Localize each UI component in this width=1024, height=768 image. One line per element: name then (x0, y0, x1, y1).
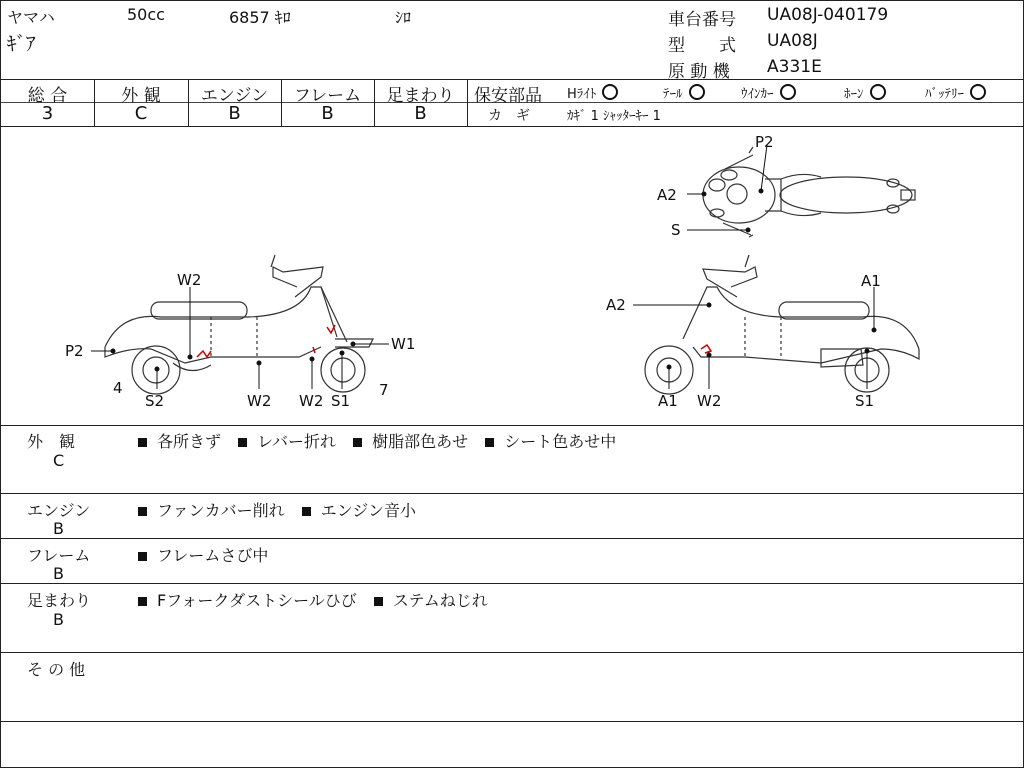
divider (1, 538, 1023, 539)
note-item: シート色あせ中 (504, 432, 617, 451)
engine-value: A331E (767, 57, 822, 77)
divider (467, 79, 468, 126)
safety-item-horn (844, 83, 886, 102)
callout-label: W2 (247, 392, 272, 410)
callout-label: W2 (697, 392, 722, 410)
callout-label: P2 (65, 342, 84, 360)
bullet-icon (374, 597, 383, 606)
safety-item-label: ﾊﾞｯﾃﾘｰ (925, 87, 964, 102)
grade-engine: B (228, 103, 241, 124)
grade-exterior: C (134, 103, 148, 124)
damage-mark (197, 351, 211, 357)
divider (1, 583, 1023, 584)
key-value: ｶｷﾞ 1 ｼｬｯﾀｰｷｰ 1 (567, 109, 661, 124)
grade-header-exterior: 外 観 (121, 86, 161, 106)
displacement: 50cc (127, 5, 165, 24)
grade-header-suspension: 足まわり (386, 86, 455, 106)
scooter-left-view (105, 255, 373, 394)
safety-label: 保安部品 (474, 86, 542, 106)
damage-mark (327, 325, 335, 333)
note-item: 樹脂部色あせ (372, 432, 469, 451)
safety-item-battery (925, 83, 986, 102)
damage-mark (313, 347, 315, 353)
note-item: フレームさび中 (157, 546, 269, 565)
bullet-icon (485, 438, 494, 447)
callout-label: A2 (657, 186, 677, 204)
divider (1, 652, 1023, 653)
scooter-top-view (703, 147, 915, 237)
note-grade-engine: B (53, 519, 64, 538)
divider (1, 425, 1023, 426)
bullet-icon (238, 438, 247, 447)
note-label-frame: フレーム (27, 546, 91, 565)
callout-label: 4 (113, 379, 123, 397)
frame-no: UA08J-040179 (767, 5, 889, 25)
safety-item-label: ｳｲﾝｶｰ (741, 87, 774, 102)
callout-label: S2 (145, 392, 165, 410)
safety-item-headlight (567, 83, 618, 102)
grade-frame: B (321, 103, 334, 124)
callout-label: S1 (331, 392, 351, 410)
note-item: Fフォークダストシールひび (157, 591, 357, 610)
callout-label: W2 (177, 271, 202, 289)
grade-header-engine: エンジン (200, 86, 269, 106)
note-label-engine: エンジン (27, 501, 91, 520)
grade-total: 3 (41, 103, 54, 124)
callout-label: A1 (861, 272, 881, 290)
engine-label: 原 動 機 (668, 62, 730, 82)
callout-label: W1 (391, 335, 416, 353)
bullet-icon (138, 597, 147, 606)
ok-circle-icon (689, 84, 705, 100)
callout-label: S (671, 221, 681, 239)
callout-label: W2 (299, 392, 324, 410)
callout-label: A1 (658, 392, 678, 410)
divider (1, 79, 1023, 80)
ok-circle-icon (602, 84, 618, 100)
grade-header-frame: フレーム (293, 86, 362, 106)
safety-item-label: ﾎｰﾝ (844, 87, 864, 102)
safety-item-label: Hﾗｲﾄ (567, 87, 597, 102)
safety-item-tail (663, 83, 705, 102)
note-grade-suspension: B (53, 610, 64, 629)
callout-label: S1 (855, 392, 875, 410)
note-items-frame (138, 543, 280, 566)
bullet-icon (138, 552, 147, 561)
bullet-icon (353, 438, 362, 447)
type-value: UA08J (767, 31, 818, 51)
note-items-suspension (138, 588, 500, 611)
note-label-suspension: 足まわり (27, 591, 92, 610)
note-label-exterior: 外 観 (27, 432, 76, 451)
note-items-exterior (138, 429, 628, 452)
divider (1, 493, 1023, 494)
note-grade-exterior: C (53, 451, 65, 470)
callout-label: A2 (606, 296, 626, 314)
note-item: ファンカバー削れ (157, 501, 285, 520)
grade-header-total: 総 合 (27, 86, 68, 106)
top-view-callouts (687, 145, 767, 232)
damage-mark (701, 345, 711, 353)
bullet-icon (302, 507, 311, 516)
mileage: 6857 ｷﾛ (229, 8, 291, 27)
ok-circle-icon (970, 84, 986, 100)
key-label: カ ギ (488, 108, 530, 124)
note-item: ステムねじれ (392, 591, 488, 610)
callout-label: 7 (379, 381, 389, 399)
note-items-engine (138, 498, 428, 521)
callout-label: P2 (755, 133, 774, 151)
bullet-icon (138, 507, 147, 516)
type-label: 型 式 (668, 36, 736, 56)
safety-item-winker (741, 83, 796, 102)
note-grade-frame: B (53, 564, 64, 583)
color: ｼﾛ (395, 8, 412, 27)
note-item: 各所きず (157, 432, 222, 451)
divider (467, 102, 1023, 103)
note-item: レバー折れ (257, 432, 336, 451)
ok-circle-icon (870, 84, 886, 100)
divider (1, 721, 1023, 722)
maker: ヤマハ (7, 8, 55, 27)
ok-circle-icon (780, 84, 796, 100)
safety-item-label: ﾃｰﾙ (663, 87, 683, 102)
model-name: ｷﾞｱ (7, 33, 36, 55)
bullet-icon (138, 438, 147, 447)
frame-no-label: 車台番号 (668, 10, 736, 30)
note-label-other: そ の 他 (27, 660, 86, 679)
scooter-diagram (1, 127, 1023, 425)
note-item: エンジン音小 (320, 501, 416, 520)
grade-suspension: B (414, 103, 427, 124)
